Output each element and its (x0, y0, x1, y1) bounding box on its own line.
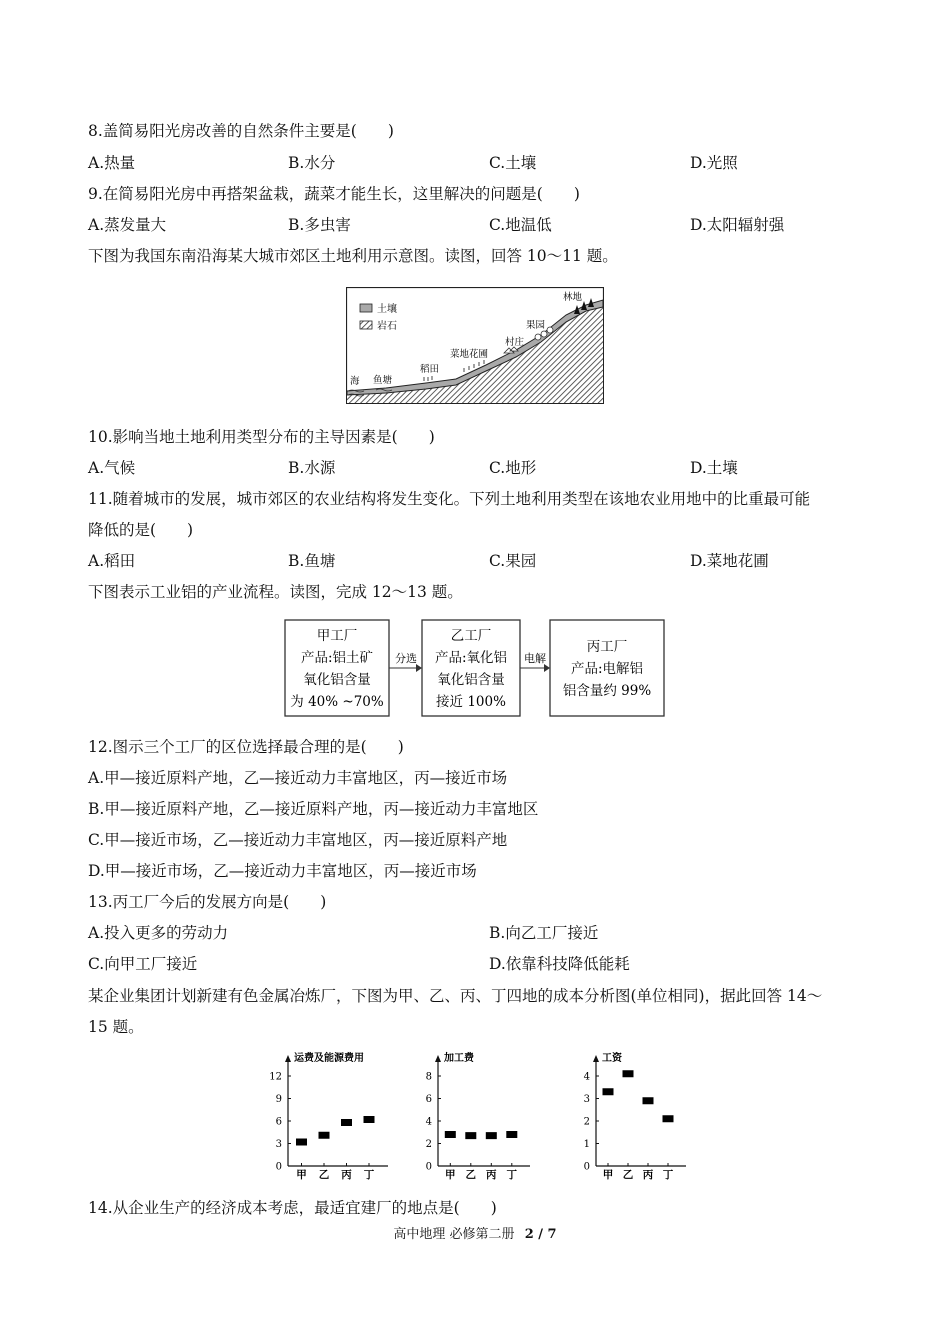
q10-stem: 10.影响当地土地利用类型分布的主导因素是( ) (88, 428, 435, 446)
q9-option-c: C.地温低 (489, 216, 552, 234)
x-tick-label: 丁 (363, 1169, 375, 1180)
y-axis-arrow (593, 1055, 599, 1062)
x-tick-label: 甲 (602, 1169, 614, 1180)
data-point-丁 (506, 1131, 517, 1138)
page-footer (0, 1226, 950, 1244)
x-tick-label: 丙 (642, 1169, 654, 1180)
flow-box-yi-line1: 乙工厂 (450, 628, 492, 644)
data-point-乙 (319, 1132, 330, 1139)
intro-12-13: 下图表示工业铝的产业流程。读图，完成 12～13 题。 (88, 583, 463, 601)
chart-title: 运费及能源费用 (294, 1053, 364, 1064)
intro-14-15-line2: 15 题。 (88, 1018, 144, 1036)
label-sea: 海 (350, 376, 360, 387)
q11-option-d: D.菜地花圃 (690, 552, 769, 570)
q8-option-a: A.热量 (88, 154, 136, 172)
q13-option-b: B.向乙工厂接近 (489, 924, 599, 942)
orchard-tree (535, 334, 541, 340)
y-tick-label: 9 (275, 1094, 282, 1105)
y-tick-label: 3 (275, 1139, 282, 1150)
legend-soil-label: 土壤 (377, 304, 397, 315)
data-point-乙 (623, 1070, 634, 1077)
legend-rock-label: 岩石 (377, 321, 397, 332)
label-forest: 林地 (563, 292, 583, 303)
x-tick-label: 丁 (662, 1169, 674, 1180)
data-point-乙 (465, 1132, 476, 1139)
flow-arrow-1-label: 分选 (395, 652, 417, 665)
q9-option-b: B.多虫害 (288, 216, 351, 234)
footer-page-number: 2 / 7 (524, 1227, 557, 1242)
q12-option-c: C.甲—接近市场，乙—接近动力丰富地区，丙—接近原料产地 (88, 831, 508, 849)
chart-title: 工资 (602, 1053, 622, 1064)
x-tick-label: 甲 (296, 1169, 307, 1180)
flow-box-bing-line3: 铝含量约 99% (562, 683, 652, 699)
flow-box-bing-line1: 丙工厂 (586, 639, 628, 655)
q8-option-b: B.水分 (288, 154, 336, 172)
chart-title: 加工费 (444, 1053, 474, 1064)
y-tick-label: 12 (269, 1071, 282, 1083)
q8-stem: 8.盖简易阳光房改善的自然条件主要是( ) (88, 122, 394, 140)
flow-box-yi-line2: 产品:氧化铝 (434, 650, 508, 666)
y-tick-label: 4 (583, 1071, 590, 1083)
x-tick-label: 乙 (465, 1169, 477, 1180)
q9-option-d: D.太阳辐射强 (690, 216, 785, 234)
q14-stem: 14.从企业生产的经济成本考虑，最适宜建厂的地点是( ) (88, 1199, 497, 1217)
q11-stem-line2: 降低的是( ) (88, 521, 194, 539)
chart-processing (418, 1048, 538, 1180)
legend-soil-swatch (360, 304, 372, 312)
chart-wages (574, 1048, 694, 1180)
y-tick-label: 6 (275, 1116, 282, 1128)
flow-box-bing-line2: 产品:电解铝 (570, 661, 644, 677)
data-point-丙 (341, 1119, 352, 1126)
y-tick-label: 3 (583, 1094, 590, 1105)
flow-box-jia-line4: 为 40% ~70% (290, 694, 384, 710)
chart-transport-energy (258, 1048, 398, 1180)
intro-14-15-line1: 某企业集团计划新建有色金属冶炼厂，下图为甲、乙、丙、丁四地的成本分析图(单位相同)，据此回答 14～ (88, 987, 823, 1005)
q9-option-a: A.蒸发量大 (88, 216, 167, 234)
q10-option-c: C.地形 (489, 459, 537, 477)
q10-option-b: B.水源 (288, 459, 336, 477)
data-point-甲 (603, 1088, 614, 1095)
land-use-figure (346, 287, 604, 404)
flow-box-yi-line3: 氧化铝含量 (437, 672, 505, 688)
y-tick-label: 0 (425, 1161, 432, 1173)
q13-option-c: C.向甲工厂接近 (88, 955, 198, 973)
y-tick-label: 1 (583, 1139, 590, 1150)
q13-option-a: A.投入更多的劳动力 (88, 924, 229, 942)
intro-10-11: 下图为我国东南沿海某大城市郊区土地利用示意图。读图，回答 10～11 题。 (88, 247, 618, 265)
q11-stem-line1: 11.随着城市的发展，城市郊区的农业结构将发生变化。下列土地利用类型在该地农业用地中的比重最可能 (88, 490, 811, 508)
legend-rock-swatch (360, 321, 372, 329)
y-axis-arrow (285, 1055, 291, 1062)
y-tick-label: 2 (425, 1139, 432, 1150)
y-tick-label: 0 (275, 1161, 282, 1173)
data-point-丙 (643, 1097, 654, 1104)
q10-option-a: A.气候 (88, 459, 136, 477)
x-tick-label: 丙 (341, 1169, 352, 1180)
flow-arrow-2-label: 电解 (524, 652, 546, 665)
label-orchard: 果园 (526, 320, 546, 331)
flow-box-jia-line1: 甲工厂 (316, 628, 358, 644)
x-tick-label: 乙 (318, 1169, 330, 1180)
q13-stem: 13.丙工厂今后的发展方向是( ) (88, 893, 327, 911)
y-tick-label: 6 (425, 1094, 432, 1105)
q12-option-a: A.甲—接近原料产地，乙—接近动力丰富地区，丙—接近市场 (88, 769, 508, 787)
q8-option-c: C.土壤 (489, 154, 537, 172)
label-paddy: 稻田 (420, 364, 440, 375)
aluminum-flow-diagram (284, 618, 666, 718)
flow-box-jia-line3: 氧化铝含量 (303, 672, 371, 688)
y-tick-label: 2 (583, 1116, 590, 1128)
x-tick-label: 甲 (445, 1169, 456, 1180)
y-tick-label: 8 (425, 1071, 432, 1083)
q11-option-a: A.稻田 (88, 552, 136, 570)
q12-stem: 12.图示三个工厂的区位选择最合理的是( ) (88, 738, 404, 756)
data-point-甲 (445, 1131, 456, 1138)
q10-option-d: D.土壤 (690, 459, 738, 477)
q11-option-b: B.鱼塘 (288, 552, 336, 570)
y-tick-label: 4 (425, 1116, 432, 1128)
x-tick-label: 乙 (622, 1169, 634, 1180)
x-tick-label: 丁 (506, 1169, 518, 1180)
label-vegetable: 菜地花圃 (450, 349, 489, 360)
data-point-丁 (663, 1115, 674, 1122)
label-fishpond: 鱼塘 (373, 375, 393, 386)
y-tick-label: 0 (583, 1161, 590, 1173)
y-axis-arrow (435, 1055, 441, 1062)
q12-option-d: D.甲—接近市场，乙—接近动力丰富地区，丙—接近市场 (88, 862, 477, 880)
q13-option-d: D.依靠科技降低能耗 (489, 955, 630, 973)
flow-box-yi-line4: 接近 100% (436, 694, 506, 710)
data-point-丙 (486, 1132, 497, 1139)
q12-option-b: B.甲—接近原料产地，乙—接近原料产地，丙—接近动力丰富地区 (88, 800, 539, 818)
q8-option-d: D.光照 (690, 154, 738, 172)
q9-stem: 9.在简易阳光房中再搭架盆栽，蔬菜才能生长，这里解决的问题是( ) (88, 185, 580, 203)
data-point-丁 (364, 1116, 375, 1123)
x-tick-label: 丙 (486, 1169, 497, 1180)
flow-box-jia-line2: 产品:铝土矿 (300, 650, 374, 666)
data-point-甲 (296, 1139, 307, 1146)
label-village: 村庄 (505, 337, 525, 348)
footer-subject: 高中地理 必修第二册 (393, 1227, 515, 1242)
q11-option-c: C.果园 (489, 552, 537, 570)
